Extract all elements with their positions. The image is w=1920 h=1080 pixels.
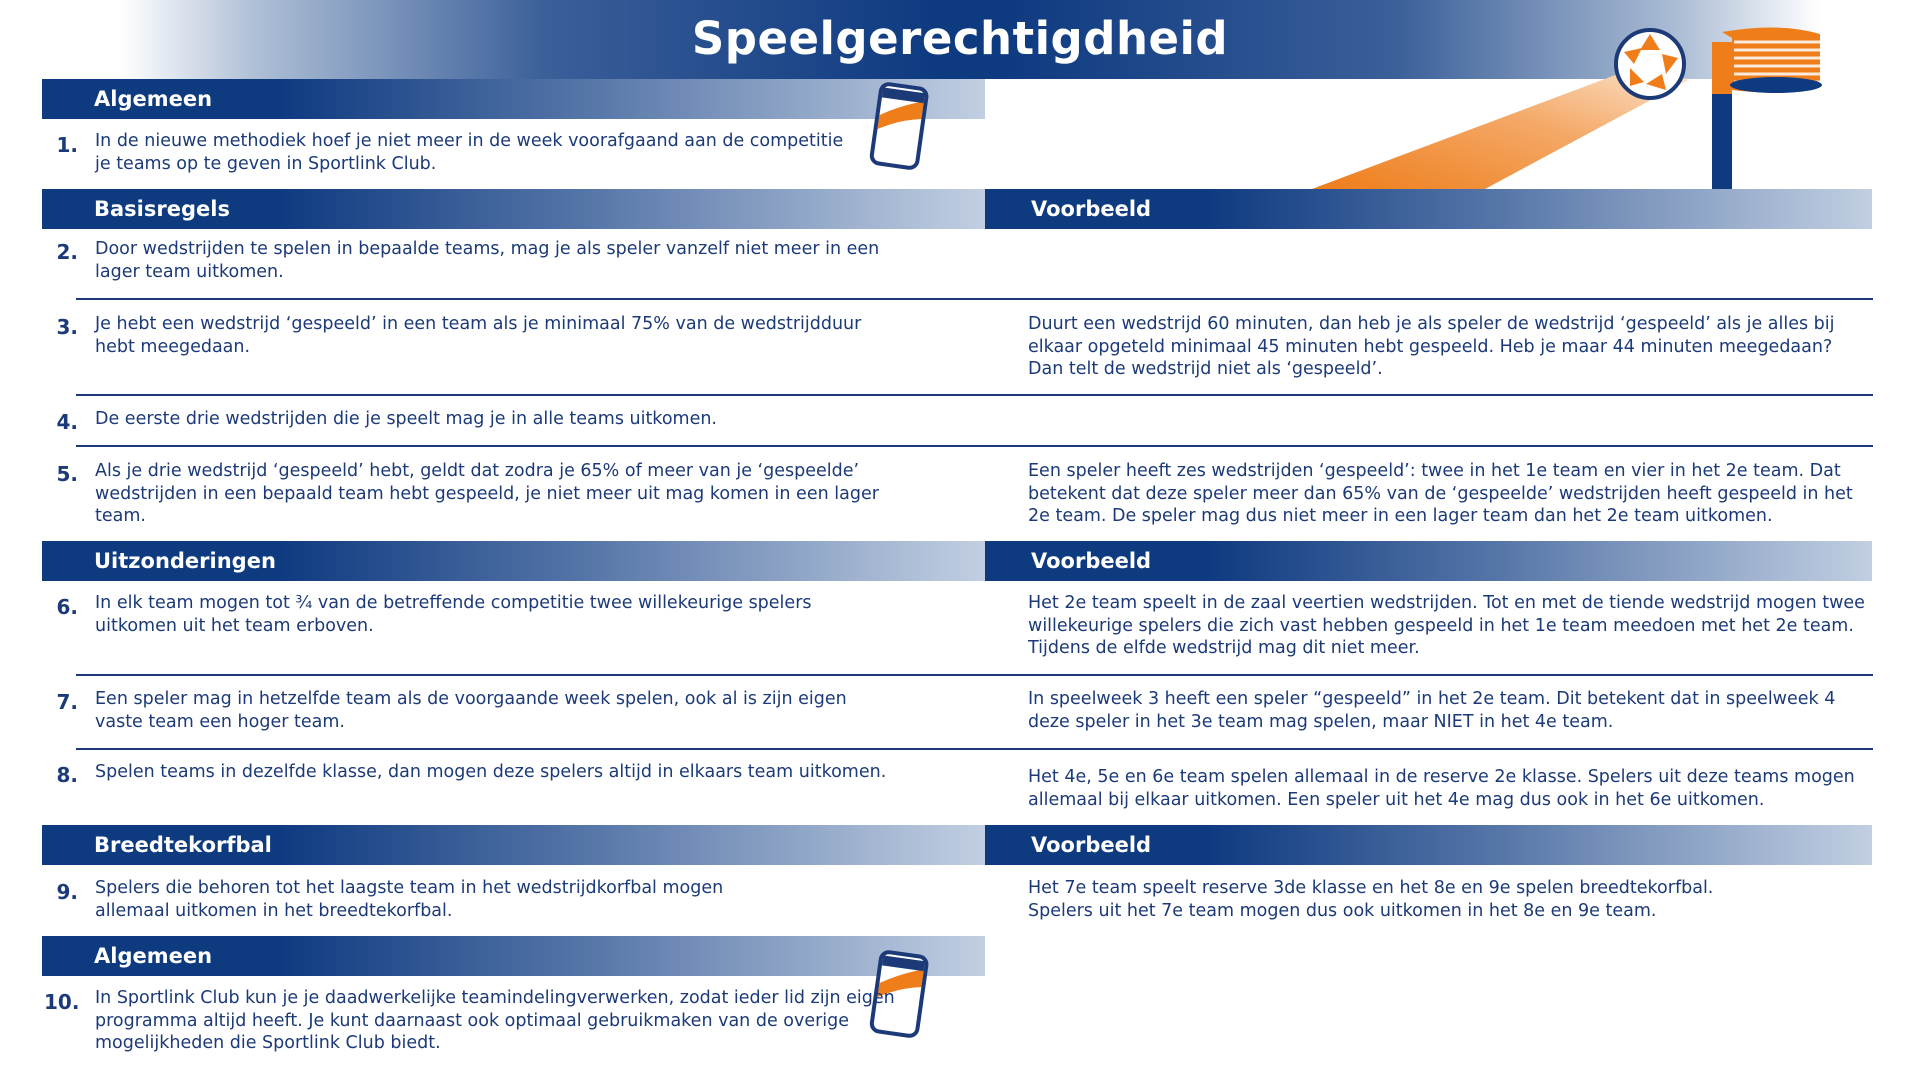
- rule-text: In de nieuwe methodiek hoef je niet meer in de week voorafgaand aan de competitie je teams op te geven in Sportlink Club.: [95, 131, 844, 174]
- example-text: Een speler heeft zes wedstrijden ‘gespeeld’: twee in het 1e team en vier in het 2e team. Dat betekent dat deze speler meer dan 65% van de ‘gespeelde’ wedstrijden heeft gespeeld in het 2e team. De speler mag dus niet meer in een lager team dan het 2e team uitkomen.: [1028, 461, 1853, 526]
- rule-number: 5.: [56, 462, 78, 486]
- rule-number: 7.: [56, 690, 78, 714]
- row-divider: [76, 298, 1873, 300]
- row-divider: [76, 394, 1873, 396]
- row-divider: [76, 748, 1873, 750]
- rule-number: 2.: [56, 240, 78, 264]
- rule-number: 1.: [56, 133, 78, 157]
- example-text: In speelweek 3 heeft een speler “gespeeld” in het 2e team. Dit betekent dat in speelweek 4 deze speler in het 3e team mag spelen, maar NIET in het 4e team.: [1028, 689, 1836, 732]
- smartphone-icon: [866, 82, 932, 172]
- rule-number: 9.: [56, 880, 78, 904]
- row-divider: [76, 445, 1873, 447]
- rule-number: 4.: [56, 410, 78, 434]
- rule-text: Door wedstrijden te spelen in bepaalde teams, mag je als speler vanzelf niet meer in een lager team uitkomen.: [95, 239, 880, 282]
- korfball-illustration: [1300, 20, 1840, 190]
- example-text: Het 7e team speelt reserve 3de klasse en het 8e en 9e spelen breedtekorfbal. Spelers uit het 7e team mogen dus ook uitkomen in het 8e en 9e team.: [1028, 878, 1714, 921]
- section-basisregels: Basisregels: [42, 189, 985, 229]
- rule-text: De eerste drie wedstrijden die je speelt mag je in alle teams uitkomen.: [95, 409, 717, 429]
- section-uitzonderingen: Uitzonderingen: [42, 541, 985, 581]
- rule-text: Je hebt een wedstrijd ‘gespeeld’ in een team als je minimaal 75% van de wedstrijdduur hebt meegedaan.: [95, 314, 862, 357]
- example-text: Het 2e team speelt in de zaal veertien wedstrijden. Tot en met de tiende wedstrijd mogen twee willekeurige spelers die zich vast hebben gespeeld in het 1e team meedoen met het 2e team. Tijdens de elfde wedstrijd mag dit niet meer.: [1028, 593, 1865, 658]
- rule-text: Als je drie wedstrijd ‘gespeeld’ hebt, geldt dat zodra je 65% of meer van je ‘gespeelde’ wedstrijden in een bepaald team hebt gespeeld, je niet meer uit mag komen in een lager team.: [95, 461, 879, 526]
- rule-number: 8.: [56, 763, 78, 787]
- section-algemeen-2: Algemeen: [42, 936, 985, 976]
- example-text: Het 4e, 5e en 6e team spelen allemaal in de reserve 2e klasse. Spelers uit deze teams mogen allemaal bij elkaar uitkomen. Een speler uit het 4e mag dus ook in het 6e uitkomen.: [1028, 767, 1855, 810]
- rule-number: 10.: [44, 990, 80, 1014]
- korfball-basket-icon: [1712, 27, 1822, 190]
- rule-text: Spelers die behoren tot het laagste team in het wedstrijdkorfbal mogen allemaal uitkomen in het breedtekorfbal.: [95, 878, 724, 921]
- row-divider: [76, 674, 1873, 676]
- korfball-ball-icon: [1616, 30, 1684, 98]
- section-voorbeeld-1: Voorbeeld: [985, 189, 1872, 229]
- page-title: Speelgerechtigdheid: [691, 12, 1229, 65]
- example-text: Duurt een wedstrijd 60 minuten, dan heb je als speler de wedstrijd ‘gespeeld’ als je alles bij elkaar opgeteld minimaal 45 minuten hebt gespeeld. Heb je maar 44 minuten meegedaan? Dan telt de wedstrijd niet als ‘gespeeld’.: [1028, 314, 1835, 379]
- section-voorbeeld-2: Voorbeeld: [985, 541, 1872, 581]
- rule-text: In Sportlink Club kun je je daadwerkelijke teamindelingverwerken, zodat ieder lid zijn eigen programma altijd heeft. Je kunt daarnaast ook optimaal gebruikmaken van de overige mogelijkheden die Sportlink Club biedt.: [95, 988, 895, 1053]
- section-breedtekorfbal: Breedtekorfbal: [42, 825, 985, 865]
- rule-number: 3.: [56, 315, 78, 339]
- section-algemeen-1: Algemeen: [42, 79, 985, 119]
- rule-text: Een speler mag in hetzelfde team als de voorgaande week spelen, ook al is zijn eigen vaste team een hoger team.: [95, 689, 847, 732]
- section-voorbeeld-3: Voorbeeld: [985, 825, 1872, 865]
- rule-text: Spelen teams in dezelfde klasse, dan mogen deze spelers altijd in elkaars team uitkomen.: [95, 762, 887, 782]
- rule-text: In elk team mogen tot ¾ van de betreffende competitie twee willekeurige spelers uitkomen uit het team erboven.: [95, 593, 812, 636]
- rule-number: 6.: [56, 595, 78, 619]
